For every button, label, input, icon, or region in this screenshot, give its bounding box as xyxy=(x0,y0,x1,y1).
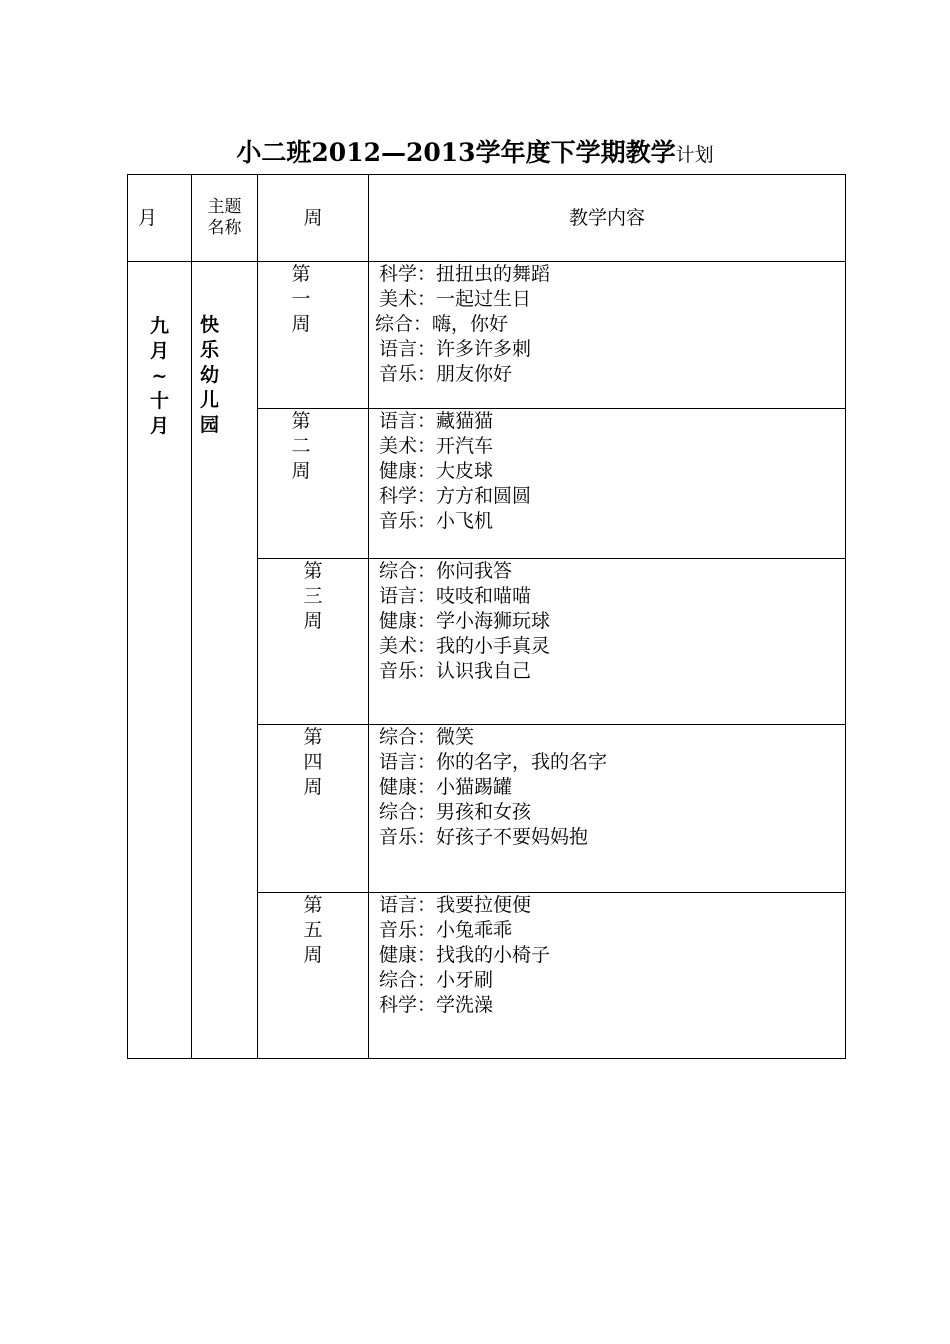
week-label-2 xyxy=(258,409,369,559)
lesson-item: 综合：你问我答 xyxy=(379,560,513,582)
week-content-4 xyxy=(369,725,846,893)
month-char: ~ xyxy=(151,365,168,387)
week-content-1 xyxy=(369,262,846,409)
week-content-3 xyxy=(369,559,846,725)
week-content-2 xyxy=(369,409,846,559)
lesson-item: 美术：我的小手真灵 xyxy=(379,635,551,657)
theme-char: 儿 xyxy=(200,389,220,411)
week-label-char: 周 xyxy=(291,313,311,335)
lesson-item: 语言：许多许多刺 xyxy=(379,338,532,360)
header-month: 月 xyxy=(128,175,192,262)
theme-char: 快 xyxy=(200,314,220,336)
week-content-5 xyxy=(369,893,846,1059)
lesson-item: 语言：我要拉便便 xyxy=(379,894,532,916)
week-label-char: 周 xyxy=(303,944,323,966)
week-label-char: 第 xyxy=(303,560,323,582)
lesson-item: 综合：嗨，你好 xyxy=(375,313,509,335)
lesson-item: 语言：吱吱和喵喵 xyxy=(379,585,532,607)
week-label-char: 二 xyxy=(291,435,311,457)
week-label-char: 第 xyxy=(291,410,311,432)
week-label-char: 第 xyxy=(303,726,323,748)
lesson-item: 音乐：好孩子不要妈妈抱 xyxy=(379,826,589,848)
week-label-char: 四 xyxy=(303,751,323,773)
title-main: 小二班2012—2013学年度下学期教学 xyxy=(236,138,676,167)
header-row xyxy=(128,175,846,262)
week-label-char: 五 xyxy=(303,919,323,941)
week-label-char: 第 xyxy=(291,263,311,285)
page-title xyxy=(0,133,950,169)
week-label-1 xyxy=(258,262,369,409)
week-label-4 xyxy=(258,725,369,893)
header-theme-line2: 名称 xyxy=(207,218,242,238)
header-week: 周 xyxy=(258,175,369,262)
lesson-item: 音乐：小兔乖乖 xyxy=(379,919,513,941)
month-char: 月 xyxy=(149,340,169,362)
lesson-item: 科学：方方和圆圆 xyxy=(379,485,532,507)
table-row xyxy=(128,262,846,409)
month-char: 月 xyxy=(149,415,169,437)
lesson-item: 语言：你的名字，我的名字 xyxy=(379,751,608,773)
theme-char: 幼 xyxy=(200,364,220,386)
lesson-item: 美术：开汽车 xyxy=(379,435,494,457)
header-theme xyxy=(192,175,258,262)
lesson-item: 综合：小牙刷 xyxy=(379,969,494,991)
lesson-item: 健康：学小海狮玩球 xyxy=(379,610,551,632)
week-label-char: 第 xyxy=(303,894,323,916)
week-label-char: 三 xyxy=(303,585,323,607)
lesson-item: 健康：小猫踢罐 xyxy=(379,776,513,798)
theme-char: 乐 xyxy=(200,339,220,361)
month-char: 九 xyxy=(149,315,169,337)
lesson-item: 综合：男孩和女孩 xyxy=(379,801,532,823)
month-cell xyxy=(128,262,192,1059)
lesson-item: 语言：藏猫猫 xyxy=(379,410,494,432)
header-theme-line1: 主题 xyxy=(207,197,242,217)
week-label-5 xyxy=(258,893,369,1059)
lesson-item: 音乐：朋友你好 xyxy=(379,363,513,385)
week-label-3 xyxy=(258,559,369,725)
lesson-item: 音乐：认识我自己 xyxy=(379,660,532,682)
week-label-char: 周 xyxy=(303,610,323,632)
lesson-item: 美术：一起过生日 xyxy=(379,288,532,310)
title-suffix: 计划 xyxy=(675,144,714,166)
lesson-item: 综合：微笑 xyxy=(379,726,475,748)
theme-cell xyxy=(192,262,258,1059)
week-label-char: 周 xyxy=(303,776,323,798)
lesson-item: 科学：学洗澡 xyxy=(379,994,494,1016)
week-label-char: 周 xyxy=(291,460,311,482)
lesson-item: 健康：找我的小椅子 xyxy=(379,944,551,966)
lesson-item: 音乐：小飞机 xyxy=(379,510,494,532)
theme-char: 园 xyxy=(200,414,220,436)
week-label-char: 一 xyxy=(291,288,311,310)
lesson-item: 健康：大皮球 xyxy=(379,460,494,482)
header-content: 教学内容 xyxy=(369,175,846,262)
month-char: 十 xyxy=(149,390,169,412)
teaching-plan-table xyxy=(127,174,846,1059)
lesson-item: 科学：扭扭虫的舞蹈 xyxy=(379,263,551,285)
